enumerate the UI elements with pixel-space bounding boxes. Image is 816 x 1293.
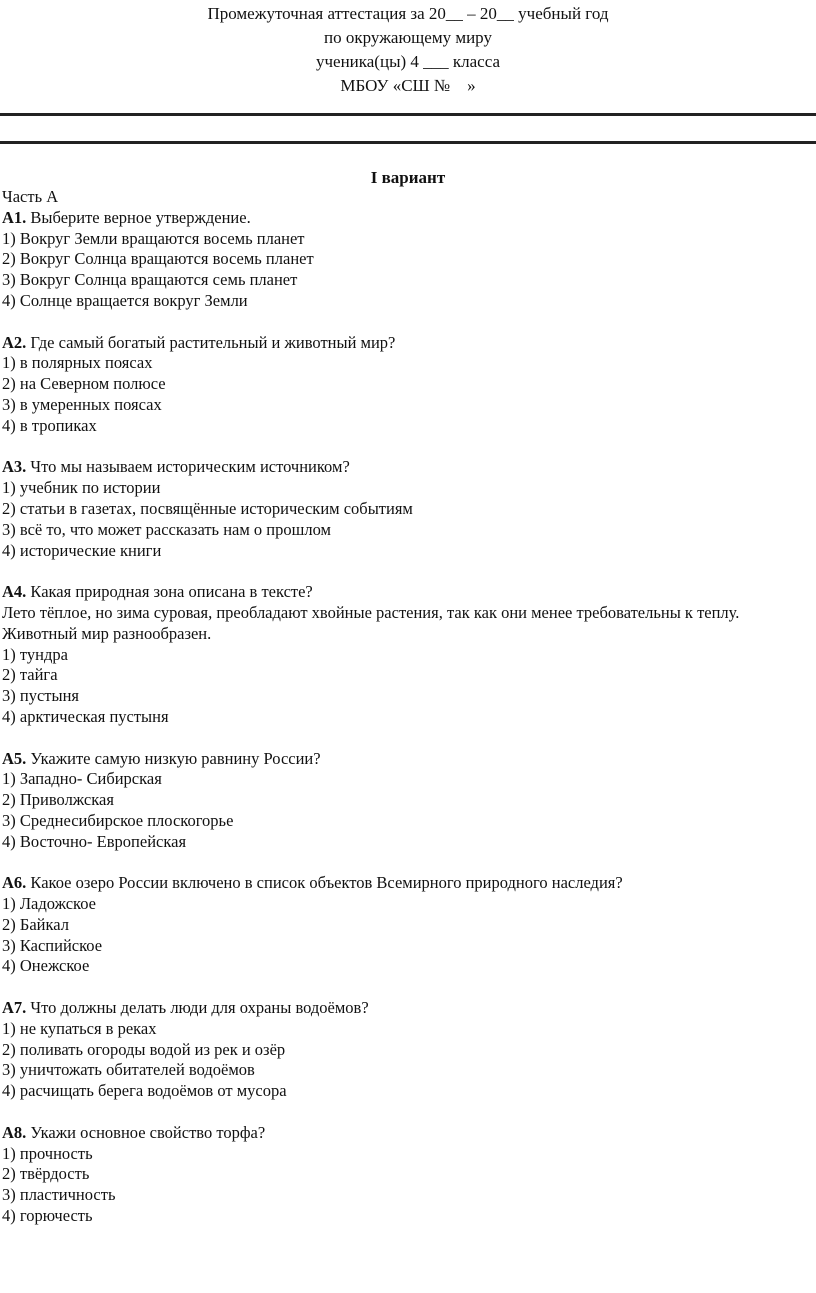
question-number: А5. bbox=[2, 748, 27, 768]
question-block bbox=[2, 457, 814, 561]
answer-option: 3) Каспийское bbox=[2, 935, 103, 955]
answer-option: 4) исторические книги bbox=[2, 540, 162, 560]
answer-option: 4) арктическая пустыня bbox=[2, 706, 169, 726]
question-block bbox=[2, 333, 814, 437]
question-text: Укажи основное свойство торфа? bbox=[26, 1122, 266, 1142]
header-divider-bottom bbox=[0, 141, 816, 144]
question-block bbox=[2, 582, 814, 728]
question-block bbox=[2, 998, 814, 1102]
question-number: А1. bbox=[2, 207, 27, 227]
answer-option: 2) поливать огороды водой из рек и озёр bbox=[2, 1039, 286, 1059]
answer-option: 2) на Северном полюсе bbox=[2, 374, 166, 394]
answer-option: 1) не купаться в реках bbox=[2, 1018, 157, 1038]
question-text: Выберите верное утверждение. bbox=[26, 207, 251, 227]
header-student: ученика(цы) 4 ___ класса bbox=[315, 52, 501, 71]
question-block bbox=[2, 1123, 814, 1227]
answer-option: 1) Западно- Сибирская bbox=[2, 769, 162, 789]
question-heading bbox=[2, 998, 814, 1019]
question-block bbox=[2, 208, 814, 312]
answer-option: 2) твёрдость bbox=[2, 1164, 90, 1184]
question-heading bbox=[2, 749, 814, 770]
question-text: Что мы называем историческим источником? bbox=[26, 457, 350, 477]
answer-option: 2) Приволжская bbox=[2, 790, 114, 810]
answer-option: 1) Вокруг Земли вращаются восемь планет bbox=[2, 228, 305, 248]
answer-option: 3) пустыня bbox=[2, 686, 79, 706]
question-heading bbox=[2, 457, 814, 478]
answer-option: 4) горючесть bbox=[2, 1206, 93, 1226]
question-heading bbox=[2, 208, 814, 229]
question-block bbox=[2, 749, 814, 853]
answer-option: 2) Вокруг Солнца вращаются восемь планет bbox=[2, 249, 314, 269]
answer-option: 4) Восточно- Европейская bbox=[2, 831, 187, 851]
question-heading bbox=[2, 582, 814, 603]
header-title: Промежуточная аттестация за 20__ – 20__ учебный год bbox=[207, 4, 609, 23]
answer-option: 1) Ладожское bbox=[2, 894, 96, 914]
question-number: А3. bbox=[2, 457, 27, 477]
question-text: Какое озеро России включено в список объектов Всемирного природного наследия? bbox=[26, 873, 623, 893]
question-number: А8. bbox=[2, 1122, 27, 1142]
question-number: А2. bbox=[2, 332, 27, 352]
header-subject: по окружающему миру bbox=[324, 28, 492, 47]
test-content bbox=[2, 187, 814, 1227]
question-text: Где самый богатый растительный и животный мир? bbox=[26, 332, 396, 352]
question-block bbox=[2, 873, 814, 977]
answer-option: 1) в полярных поясах bbox=[2, 353, 153, 373]
question-text: Какая природная зона описана в тексте? bbox=[26, 582, 313, 602]
answer-option: 4) Солнце вращается вокруг Земли bbox=[2, 290, 248, 310]
question-list bbox=[2, 208, 814, 1227]
part-title: Часть А bbox=[2, 187, 59, 206]
question-heading bbox=[2, 1123, 814, 1144]
answer-option: 4) в тропиках bbox=[2, 415, 97, 435]
question-text: Что должны делать люди для охраны водоёмов? bbox=[26, 998, 369, 1018]
answer-option: 3) уничтожать обитателей водоёмов bbox=[2, 1060, 255, 1080]
answer-option: 3) всё то, что может рассказать нам о прошлом bbox=[2, 519, 331, 539]
question-number: А4. bbox=[2, 582, 27, 602]
header-school: МБОУ «СШ № » bbox=[340, 76, 476, 95]
answer-option: 4) расчищать берега водоёмов от мусора bbox=[2, 1081, 287, 1101]
answer-option: 2) тайга bbox=[2, 665, 58, 685]
answer-option: 2) Байкал bbox=[2, 914, 69, 934]
variant-title: I вариант bbox=[370, 168, 446, 187]
question-heading bbox=[2, 873, 814, 894]
answer-option: 1) тундра bbox=[2, 644, 68, 664]
question-passage: Лето тёплое, но зима суровая, преобладают хвойные растения, так как они менее требовательны к теплу. Животный мир разнообразен. bbox=[2, 602, 740, 643]
question-number: А6. bbox=[2, 873, 27, 893]
answer-option: 3) Среднесибирское плоскогорье bbox=[2, 810, 234, 830]
document-header bbox=[0, 2, 816, 98]
answer-option: 4) Онежское bbox=[2, 956, 90, 976]
answer-option: 2) статьи в газетах, посвящённые историческим событиям bbox=[2, 498, 413, 518]
question-heading bbox=[2, 333, 814, 354]
answer-option: 1) прочность bbox=[2, 1143, 93, 1163]
answer-option: 3) в умеренных поясах bbox=[2, 394, 162, 414]
answer-option: 3) пластичность bbox=[2, 1185, 116, 1205]
answer-option: 1) учебник по истории bbox=[2, 478, 161, 498]
question-text: Укажите самую низкую равнину России? bbox=[26, 748, 321, 768]
header-divider-top bbox=[0, 113, 816, 116]
question-number: А7. bbox=[2, 998, 27, 1018]
answer-option: 3) Вокруг Солнца вращаются семь планет bbox=[2, 270, 298, 290]
